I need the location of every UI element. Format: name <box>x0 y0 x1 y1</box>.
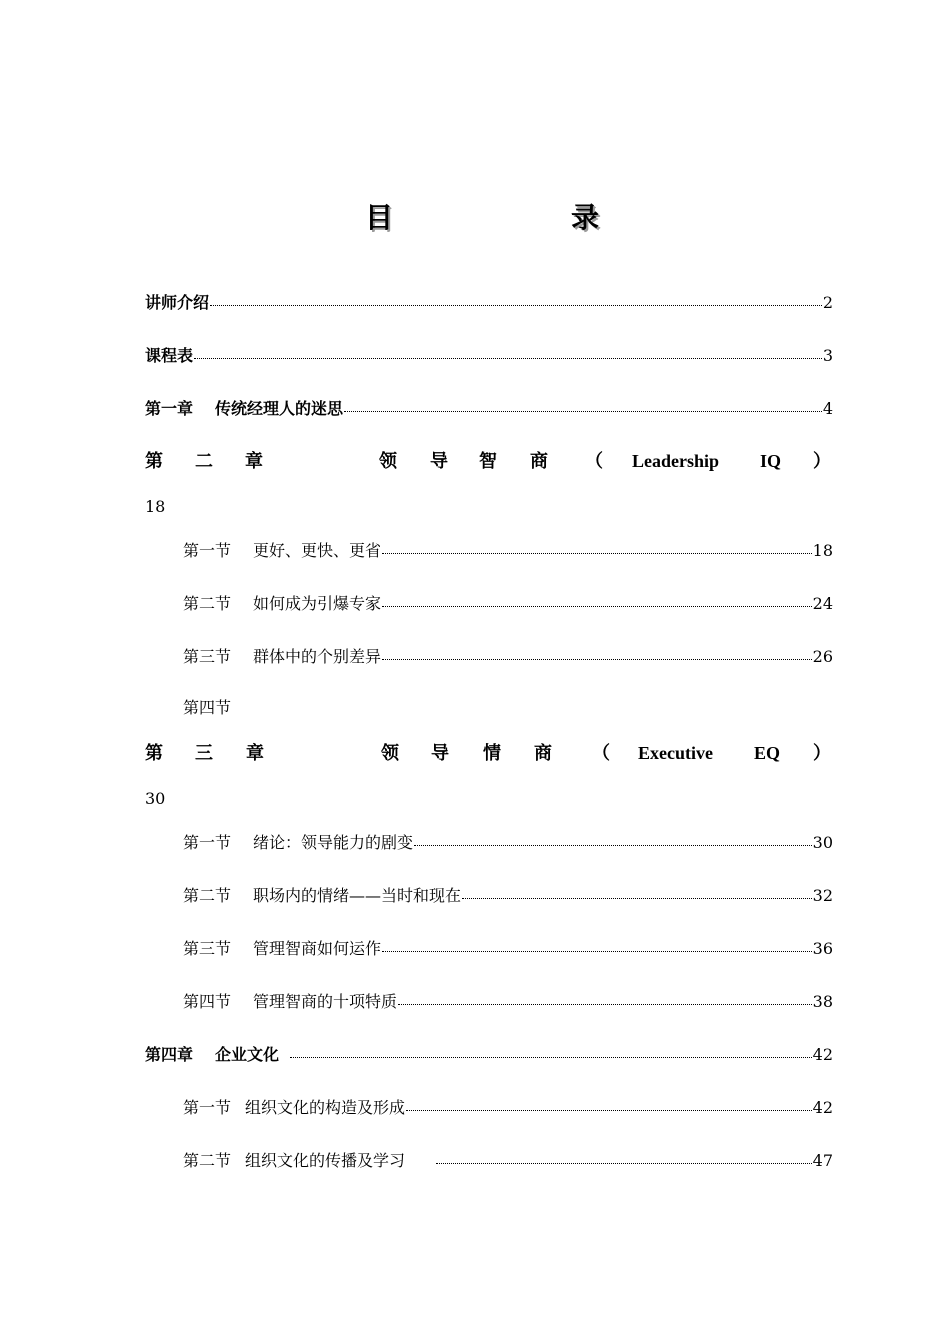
chapter-3-part: （ <box>592 743 610 763</box>
chapter-3-part: 商 <box>534 743 552 763</box>
dot-leader <box>290 1057 812 1058</box>
dot-leader <box>382 553 812 554</box>
toc-entry-ch3-sec3[interactable] <box>183 935 833 959</box>
chapter-2-part: IQ <box>760 451 782 471</box>
section-title: 管理智商的十项特质 <box>253 992 398 1011</box>
chapter-2-part: Leadership <box>632 451 720 471</box>
toc-entry-ch3-sec2[interactable] <box>183 882 833 906</box>
chapter-3-part: 第 <box>145 743 163 763</box>
chapter-2-part: 第 <box>145 451 163 471</box>
chapter-3-page: 30 <box>145 789 166 808</box>
section-number: 第二节 <box>183 886 232 905</box>
chapter-3-part: ） <box>813 743 831 763</box>
chapter-3-part: 导 <box>431 743 449 763</box>
toc-entry-page: 30 <box>812 833 833 852</box>
chapter-2-part: ） <box>813 451 831 471</box>
toc-entry-page: 26 <box>812 647 833 666</box>
toc-entry-ch2-sec1[interactable] <box>183 537 833 561</box>
section-number: 第一节 <box>183 541 232 560</box>
chapter-2-part: 商 <box>530 451 548 471</box>
toc-entry-ch2-sec3[interactable] <box>183 643 833 667</box>
toc-entry-ch2-sec4[interactable]: 第四节 <box>183 698 232 717</box>
toc-entry-page: 18 <box>812 541 833 560</box>
section-title: 管理智商如何运作 <box>253 939 382 958</box>
chapter-2-part: 领 <box>379 451 397 471</box>
toc-entry-ch2-sec2[interactable] <box>183 590 833 614</box>
dot-leader <box>382 659 812 660</box>
chapter-3-part: 三 <box>195 743 213 763</box>
section-number: 第一节 <box>183 833 232 852</box>
chapter-3-part: 章 <box>246 743 264 763</box>
toc-entry-ch3-sec1[interactable] <box>183 829 833 853</box>
dot-leader <box>398 1004 812 1005</box>
toc-entry-page: 24 <box>812 594 833 613</box>
title-char-2: 录 <box>571 201 600 234</box>
toc-entry-page: 42 <box>812 1098 833 1117</box>
toc-entry-page: 2 <box>822 293 833 312</box>
toc-entry-schedule[interactable] <box>145 342 833 366</box>
dot-leader <box>436 1163 812 1164</box>
dot-leader <box>210 305 822 306</box>
chapter-2-part: 二 <box>195 451 213 471</box>
section-number: 第二节 <box>183 1151 232 1170</box>
dot-leader <box>194 358 822 359</box>
chapter-2-part: 智 <box>479 451 497 471</box>
section-number: 第三节 <box>183 939 232 958</box>
dot-leader <box>414 845 812 846</box>
toc-entry-page: 38 <box>812 992 833 1011</box>
toc-entry-chapter-4[interactable] <box>145 1041 833 1065</box>
section-title: 职场内的情绪——当时和现在 <box>253 886 462 905</box>
dot-leader <box>406 1110 812 1111</box>
toc-entry-page: 36 <box>812 939 833 958</box>
dot-leader <box>462 898 812 899</box>
section-number: 第三节 <box>183 647 232 666</box>
toc-entry-label: 课程表 <box>145 346 194 365</box>
toc-entry-label: 讲师介绍 <box>145 293 210 312</box>
section-title: 绪论：领导能力的剧变 <box>253 833 414 852</box>
section-number: 第二节 <box>183 594 232 613</box>
toc-entry-page: 32 <box>812 886 833 905</box>
dot-leader <box>382 606 812 607</box>
toc-entry-instructor[interactable] <box>145 289 833 313</box>
section-number: 第一节 <box>183 1098 232 1117</box>
title-char-1: 目 <box>365 201 394 234</box>
section-title: 群体中的个别差异 <box>253 647 382 666</box>
toc-entry-ch4-sec2[interactable] <box>183 1147 833 1171</box>
toc-entry-page: 3 <box>822 346 833 365</box>
section-title: 如何成为引爆专家 <box>253 594 382 613</box>
chapter-2-part: 章 <box>245 451 263 471</box>
chapter-title: 传统经理人的迷思 <box>215 399 344 418</box>
page-title <box>0 196 950 236</box>
toc-entry-page: 42 <box>812 1045 833 1064</box>
toc-entry-page: 47 <box>812 1151 833 1170</box>
section-title: 更好、更快、更省 <box>253 541 382 560</box>
chapter-2-part: 导 <box>430 451 448 471</box>
toc-entry-chapter-1[interactable] <box>145 395 833 419</box>
section-title: 组织文化的传播及学习 <box>245 1151 406 1170</box>
chapter-2-part: （ <box>585 451 603 471</box>
chapter-3-part: 情 <box>483 743 501 763</box>
chapter-3-part: Executive <box>638 743 713 763</box>
chapter-title: 企业文化 <box>215 1045 280 1064</box>
toc-entry-page: 4 <box>822 399 833 418</box>
dot-leader <box>344 411 822 412</box>
dot-leader <box>382 951 812 952</box>
toc-entry-ch4-sec1[interactable] <box>183 1094 833 1118</box>
chapter-number: 第四章 <box>145 1045 194 1064</box>
chapter-2-page: 18 <box>145 497 166 516</box>
chapter-3-part: 领 <box>381 743 399 763</box>
toc-entry-chapter-2[interactable] <box>145 449 833 473</box>
toc-entry-ch3-sec4[interactable] <box>183 988 833 1012</box>
chapter-number: 第一章 <box>145 399 194 418</box>
section-title: 组织文化的构造及形成 <box>245 1098 406 1117</box>
toc-entry-chapter-3[interactable] <box>145 741 833 765</box>
chapter-3-part: EQ <box>754 743 781 763</box>
section-number: 第四节 <box>183 992 232 1011</box>
